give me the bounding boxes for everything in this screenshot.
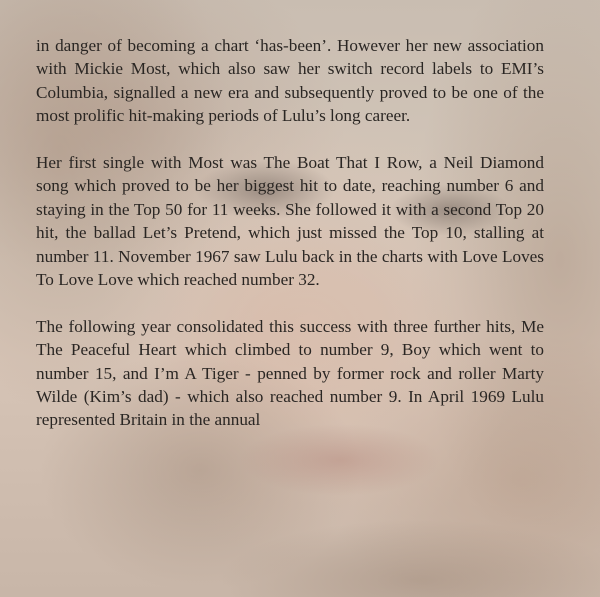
body-text xyxy=(36,34,544,455)
paragraph-3: The following year consolidated this success with three further hits, Me The Peaceful Heart which climbed to number 9, Boy which went to number 15, and I’m A Tiger - penned by former rock and roller Marty Wilde (Kim’s dad) - which also reached number 9. In April 1969 Lulu represented Britain in the annual xyxy=(36,316,544,430)
paragraph-1: in danger of becoming a chart ‘has-been’. However her new association with Mickie Most, which also saw her switch record labels to EMI’s Columbia, signalled a new era and subsequently proved to be one of the most prolific hit-making periods of Lulu’s long career. xyxy=(36,36,544,126)
paragraph-2: Her first single with Most was The Boat That I Row, a Neil Diamond song which proved to be her biggest hit to date, reaching number 6 and staying in the Top 50 for 11 weeks. She followed it with a second Top 20 hit, the ballad Let’s Pretend, which just missed the Top 10, stalling at number 11. November 1967 saw Lulu back in the charts with Love Loves To Love Love which reached number 32. xyxy=(36,153,544,290)
